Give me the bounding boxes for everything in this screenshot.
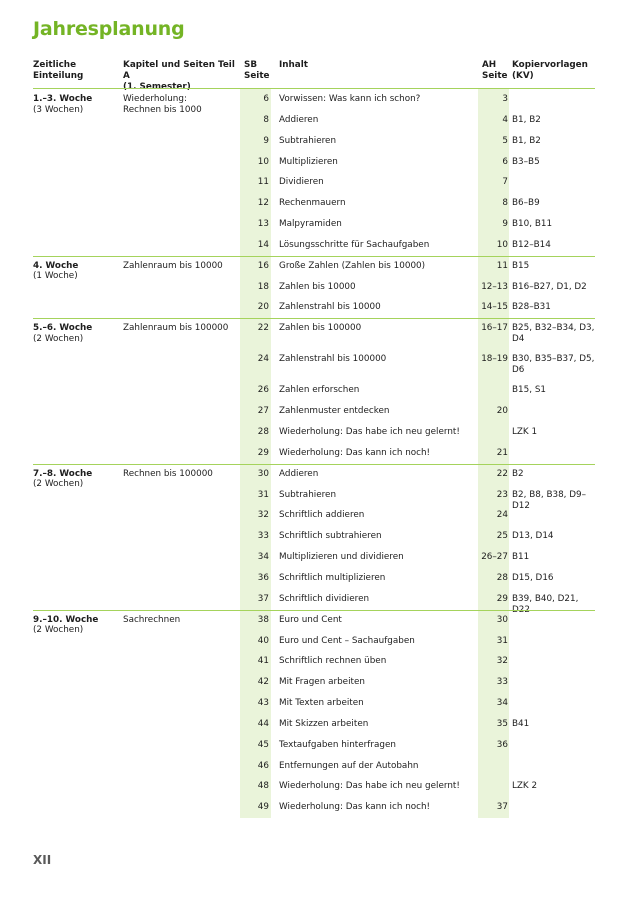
block-divider [33,318,595,319]
worksheets: B11 [512,552,530,563]
worksheets: B15, S1 [512,385,547,396]
header-week: Zeitliche Einteilung [33,60,84,81]
table-header [33,60,595,92]
chapter-label: Rechnen bis 100000 [123,468,213,479]
ah-page: 14–15 [481,302,508,313]
topic: Multiplizieren und dividieren [279,552,404,563]
sb-page: 13 [257,219,269,230]
topic: Schriftlich dividieren [279,593,370,604]
topic: Entfernungen auf der Autobahn [279,760,419,771]
sb-page: 18 [257,281,269,292]
sb-page: 38 [257,614,269,625]
sb-page: 46 [257,760,269,771]
ah-page: 12–13 [481,281,508,292]
ah-page: 29 [496,593,508,604]
sb-page: 45 [257,739,269,750]
topic: Zahlenstrahl bis 10000 [279,302,381,313]
week-label [33,94,121,115]
worksheets: B3–B5 [512,156,540,167]
sb-page: 9 [263,135,269,146]
topic: Zahlen bis 10000 [279,281,356,292]
ah-page: 35 [496,718,508,729]
worksheets: B2 [512,468,524,479]
topic: Addieren [279,468,319,479]
week-duration: (2 Wochen) [33,479,84,490]
sb-page: 37 [257,593,269,604]
sb-page: 26 [257,385,269,396]
ah-page: 23 [496,489,508,500]
ah-page: 37 [496,802,508,813]
week-duration: (1 Woche) [33,271,78,282]
week-duration: (3 Wochen) [33,104,84,115]
topic: Euro und Cent – Sachaufgaben [279,635,415,646]
block-divider [33,610,595,611]
topic: Addieren [279,114,319,125]
topic: Schriftlich multiplizieren [279,573,386,583]
topic: Malpyramiden [279,219,342,230]
worksheets: B25, B32–B34, D3, D4 [512,323,595,345]
ah-page: 30 [496,614,508,625]
ah-page: 8 [502,198,508,209]
sb-page: 33 [257,531,269,542]
topic: Wiederholung: Das habe ich neu gelernt! [279,781,460,792]
worksheets: B2, B8, B38, D9–D12 [512,489,587,511]
worksheets: D13, D14 [512,531,554,542]
ah-page: 4 [502,114,508,125]
topic: Subtrahieren [279,489,337,500]
topic: Zahlen erforschen [279,385,360,396]
ah-page: 16–17 [481,323,508,334]
topic: Mit Fragen arbeiten [279,677,365,688]
block-divider [33,256,595,257]
week-duration: (2 Wochen) [33,333,84,344]
header-kv: Kopiervorlagen (KV) [512,60,588,81]
sb-page: 36 [257,573,269,583]
week-label [33,469,121,490]
chapter-label: Zahlenraum bis 10000 [123,260,223,271]
worksheets: B12–B14 [512,239,551,250]
ah-page: 22 [496,468,508,479]
sb-page: 48 [257,781,269,792]
topic: Schriftlich subtrahieren [279,531,382,542]
sb-page: 8 [263,114,269,125]
ah-page: 5 [502,135,508,146]
topic: Zahlenmuster entdecken [279,406,390,417]
topic: Wiederholung: Das habe ich neu gelernt! [279,427,460,438]
worksheets: LZK 2 [512,781,538,792]
sb-page: 44 [257,718,269,729]
sb-page: 43 [257,698,269,709]
topic: Große Zahlen (Zahlen bis 10000) [279,260,426,271]
worksheets: B28–B31 [512,302,551,313]
week-label [33,323,121,344]
topic: Subtrahieren [279,135,337,146]
sb-page: 29 [257,447,269,458]
week-title: 1.–3. Woche [33,94,93,104]
ah-page: 10 [496,239,508,250]
worksheets: B10, B11 [512,219,553,230]
ah-page: 18–19 [481,354,508,365]
worksheets: B15 [512,260,530,271]
ah-page: 34 [496,698,508,709]
topic: Rechenmauern [279,198,346,209]
sb-page: 14 [257,239,269,250]
ah-page: 6 [502,156,508,167]
worksheets: B39, B40, D21, D22 [512,593,579,615]
header-ah: AH Seite [482,60,508,81]
sb-page: 27 [257,406,269,417]
sb-page: 49 [257,802,269,813]
ah-page: 21 [496,447,508,458]
topic: Textaufgaben hinterfragen [279,739,396,750]
ah-page: 24 [496,510,508,521]
ah-page: 20 [496,406,508,417]
sb-page: 20 [257,302,269,313]
worksheets: B1, B2 [512,135,541,146]
sb-page: 42 [257,677,269,688]
page-number: XII [33,853,52,867]
topic: Dividieren [279,177,324,188]
sb-page: 11 [257,177,269,188]
week-label [33,261,121,282]
chapter-label: Wiederholung: Rechnen bis 1000 [123,94,202,115]
ah-page: 7 [502,177,508,188]
ah-page: 28 [496,573,508,583]
topic: Zahlenstrahl bis 100000 [279,354,387,365]
week-title: 9.–10. Woche [33,614,99,625]
worksheets: B30, B35–B37, D5, D6 [512,354,595,376]
sb-page: 24 [257,354,269,365]
week-title: 5.–6. Woche [33,323,93,334]
sb-page: 22 [257,323,269,334]
week-label [33,615,121,636]
header-divider [33,88,595,89]
topic: Schriftlich rechnen üben [279,656,387,667]
topic: Vorwissen: Was kann ich schon? [279,94,421,104]
chapter-label: Zahlenraum bis 100000 [123,323,229,334]
week-title: 4. Woche [33,260,79,271]
worksheets: LZK 1 [512,427,538,438]
week-duration: (2 Wochen) [33,625,84,636]
worksheets: D15, D16 [512,573,554,583]
sb-page: 16 [257,260,269,271]
topic: Wiederholung: Das kann ich noch! [279,802,431,813]
worksheets: B1, B2 [512,114,541,125]
topic: Euro und Cent [279,614,342,625]
sb-page: 12 [257,198,269,209]
header-topic: Inhalt [279,60,308,70]
ah-page: 3 [502,94,508,104]
worksheets: B16–B27, D1, D2 [512,281,587,292]
worksheets: B41 [512,718,530,729]
header-chapter: Kapitel und Seiten Teil A (1. Semester) [123,60,235,92]
header-sb: SB Seite [244,60,270,81]
ah-page: 31 [496,635,508,646]
topic: Mit Skizzen arbeiten [279,718,369,729]
block-divider [33,464,595,465]
topic: Zahlen bis 100000 [279,323,362,334]
topic: Wiederholung: Das kann ich noch! [279,447,431,458]
sb-page: 30 [257,468,269,479]
sb-page: 34 [257,552,269,563]
sb-page: 6 [263,94,269,104]
ah-page: 36 [496,739,508,750]
worksheets: B6–B9 [512,198,540,209]
ah-page: 33 [496,677,508,688]
sb-page: 10 [257,156,269,167]
page-title: Jahresplanung [33,18,185,40]
ah-page: 11 [496,260,508,271]
topic: Multiplizieren [279,156,338,167]
sb-page: 28 [257,427,269,438]
sb-page: 31 [257,489,269,500]
topic: Mit Texten arbeiten [279,698,364,709]
week-title: 7.–8. Woche [33,468,93,479]
ah-page: 25 [496,531,508,542]
chapter-label: Sachrechnen [123,614,181,625]
sb-page: 41 [257,656,269,667]
ah-page: 32 [496,656,508,667]
sb-page: 40 [257,635,269,646]
topic: Schriftlich addieren [279,510,365,521]
ah-page: 26–27 [481,552,508,563]
topic: Lösungsschritte für Sachaufgaben [279,239,430,250]
ah-page: 9 [502,219,508,230]
sb-page: 32 [257,510,269,521]
